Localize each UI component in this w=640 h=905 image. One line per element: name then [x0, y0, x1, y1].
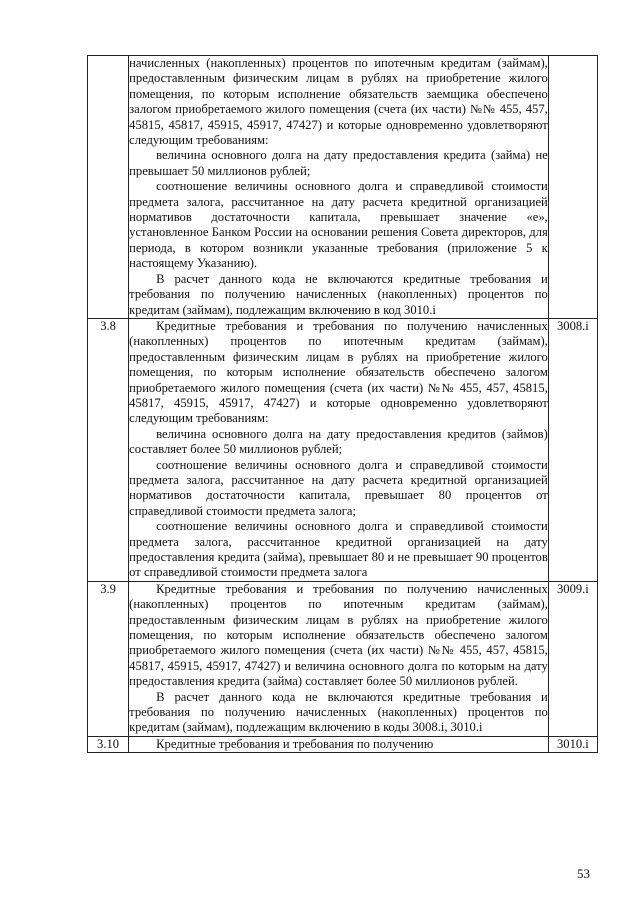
row-number: 3.8 — [88, 318, 129, 581]
paragraph: величина основного долга на дату предоставления кредита (займа) не превышает 50 миллионов рублей; — [129, 148, 548, 178]
row-code — [548, 56, 597, 319]
table-row — [88, 318, 598, 581]
paragraph: В расчет данного кода не включаются кредитные требования и требования по получению начисленных (накопленных) процентов по кредитам (займам), подлежащим включению в код 3010.i — [129, 271, 548, 317]
paragraph: начисленных (накопленных) процентов по ипотечным кредитам (займам), предоставленным физическим лицам в рублях на приобретение жилого помещения, по которым исполнение обязательств заемщика обеспечено залогом приобретаемого жилого помещения (счета (их части) №№ 455, 457, 45815, 45817, 45915, 45917, 47427) и которые одновременно удовлетворяют следующим требованиям: — [129, 56, 548, 148]
paragraph: соотношение величины основного долга и справедливой стоимости предмета залога, рассчитанное на дату расчета кредитной организацией нормативов достаточности капитала, превышает 80 процентов от справедливой стоимости предмета залога; — [129, 457, 548, 518]
row-number: 3.9 — [88, 581, 129, 736]
page-number: 53 — [577, 866, 590, 881]
paragraph: соотношение величины основного долга и справедливой стоимости предмета залога, рассчитанное на дату расчета кредитной организацией нормативов достаточности капитала, превышает значение «е», установленное Банком России на основании решения Совета директоров, для периода, в котором возникли указанные требования (приложение 5 к настоящему Указанию). — [129, 179, 548, 271]
table-row — [88, 56, 598, 319]
table-row — [88, 736, 598, 752]
paragraph: В расчет данного кода не включаются кредитные требования и требования по получению начисленных (накопленных) процентов по кредитам (займам), подлежащим включению в коды 3008.i, 3010.i — [129, 689, 548, 735]
paragraph: Кредитные требования и требования по получению — [156, 736, 434, 751]
row-description — [129, 56, 549, 319]
row-number — [88, 56, 129, 319]
paragraph: величина основного долга на дату предоставления кредитов (займов) составляет более 50 миллионов рублей; — [129, 426, 548, 457]
codes-table — [87, 55, 598, 753]
row-code: 3009.i — [548, 581, 597, 736]
row-code: 3008.i — [548, 318, 597, 581]
row-number: 3.10 — [88, 736, 129, 752]
row-description — [129, 581, 549, 736]
table-row — [88, 581, 598, 736]
row-description — [129, 736, 549, 752]
paragraph: Кредитные требования и требования по получению начисленных (накопленных) процентов по ипотечным кредитам (займам), предоставленным физическим лицам в рублях на приобретение жилого помещения, по которым исполнение обязательств обеспечено залогом приобретаемого жилого помещения (счета (их части) №№ 455, 457, 45815, 45817, 45915, 45917, 47427) и величина основного долга по которым на дату предоставления кредита (займа) составляет более 50 миллионов рублей. — [129, 581, 548, 689]
paragraph: Кредитные требования и требования по получению начисленных (накопленных) процентов по ипотечным кредитам (займам), предоставленным физическим лицам в рублях на приобретение жилого помещения, по которым исполнение обязательств обеспечено залогом приобретаемого жилого помещения (счета (их части) №№ 455, 457, 45815, 45817, 45915, 45917, 47427) и которые одновременно удовлетворяют следующим требованиям: — [129, 318, 548, 426]
paragraph: соотношение величины основного долга и справедливой стоимости предмета залога, рассчитанное кредитной организацией на дату предоставления кредита (займа), превышает 80 и не превышает 90 процентов от справедливой стоимости предмета залога — [129, 519, 548, 580]
row-description — [129, 318, 549, 581]
row-code: 3010.i — [548, 736, 597, 752]
